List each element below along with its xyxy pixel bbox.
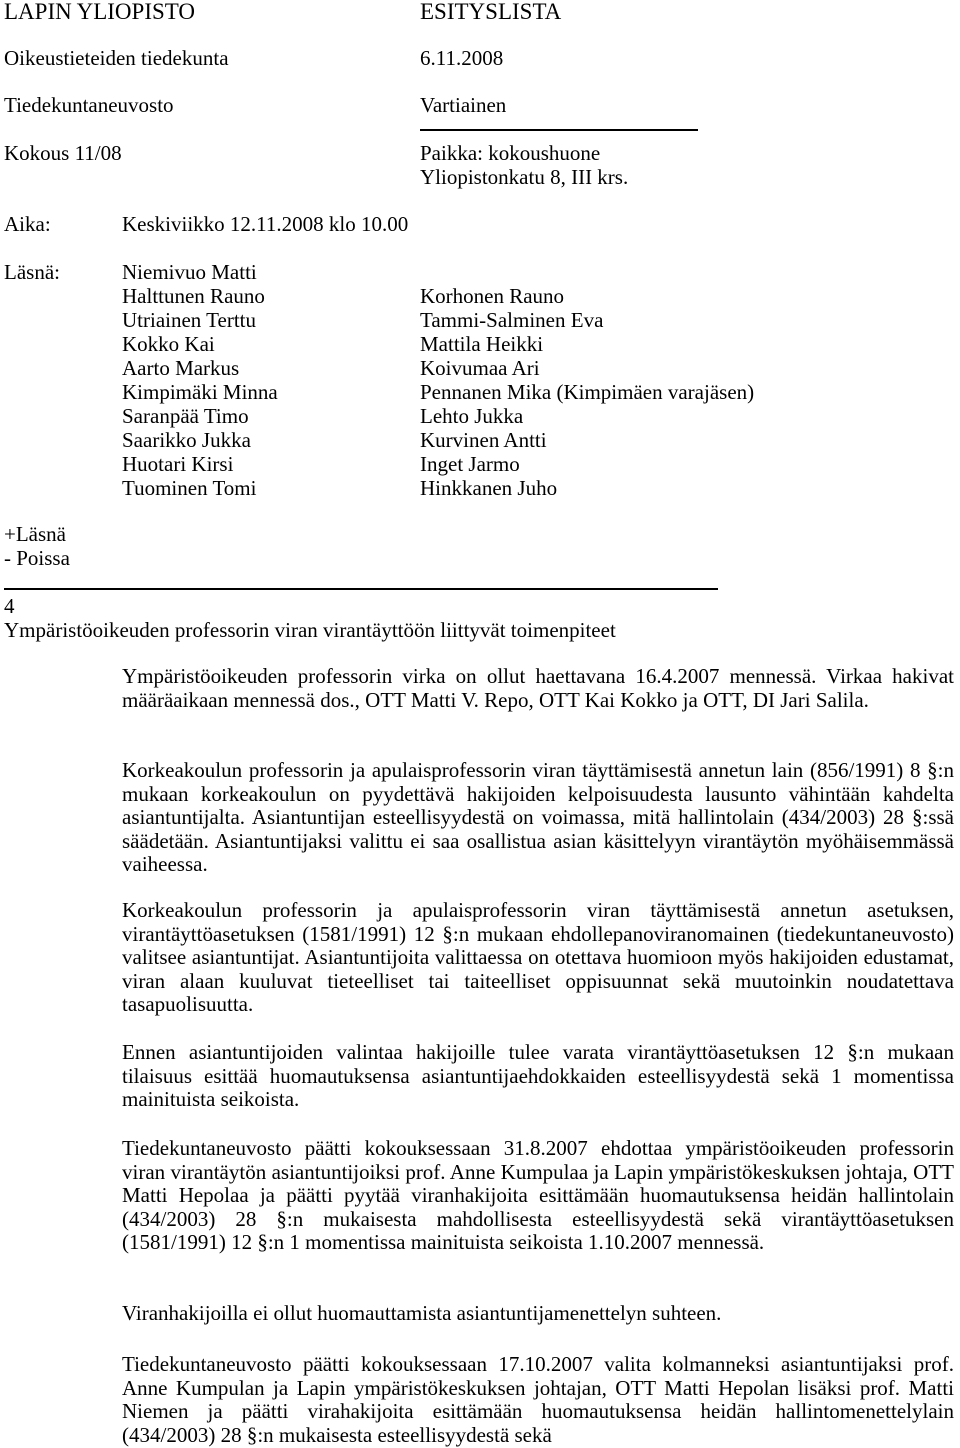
item-number: 4: [4, 594, 15, 618]
list-item: Utriainen Terttu: [122, 308, 257, 332]
place-line-1: Paikka: kokoushuone: [420, 141, 601, 165]
absent-label: - Poissa: [4, 546, 70, 570]
paragraph-7: Tiedekuntaneuvosto päätti kokouksessaan 17.10.2007 valita kolmanneksi asiantuntijaksi prof. Anne Kumpulan ja Lapin ympäristökeskuksen johtajan, OTT Matti Hepolan lisäksi prof. Matti Niemen ja päätti virahakijoita esittämään huomautuksensa heidän hallintomenettelylain (434/2003) 28 §:n mukaisesta esteellisyydestä sekä: [122, 1352, 954, 1447]
list-item: Kokko Kai: [122, 332, 215, 356]
present-label: Läsnä:: [4, 260, 60, 284]
present-list-col2: [420, 284, 754, 500]
author: Vartiainen: [420, 93, 507, 117]
doc-type: ESITYSLISTA: [420, 0, 562, 24]
header-rule: [420, 129, 698, 131]
list-item: Mattila Heikki: [420, 332, 544, 356]
list-item: Koivumaa Ari: [420, 356, 540, 380]
list-item: Niemivuo Matti: [122, 260, 257, 284]
list-item: Huotari Kirsi: [122, 452, 234, 476]
meeting-number: Kokous 11/08: [4, 141, 122, 165]
present-list-col1: [122, 260, 278, 500]
council: Tiedekuntaneuvosto: [4, 93, 174, 117]
list-item: Inget Jarmo: [420, 452, 520, 476]
doc-date: 6.11.2008: [420, 46, 504, 70]
place-line-2: Yliopistonkatu 8, III krs.: [420, 165, 629, 189]
list-item: Hinkkanen Juho: [420, 476, 558, 500]
section-rule: [4, 588, 718, 590]
faculty: Oikeustieteiden tiedekunta: [4, 46, 229, 70]
list-item: Kurvinen Antti: [420, 428, 547, 452]
org-name: LAPIN YLIOPISTO: [4, 0, 196, 24]
item-title: Ympäristöoikeuden professorin viran virantäyttöön liittyvät toimenpiteet: [4, 618, 616, 642]
paragraph-1: Ympäristöoikeuden professorin virka on ollut haettavana 16.4.2007 mennessä. Virkaa hakivat määräaikaan mennessä dos., OTT Matti V. Repo, OTT Kai Kokko ja OTT, DI Jari Salila.: [122, 664, 954, 712]
plus-present-label: +Läsnä: [4, 522, 66, 546]
paragraph-6: Viranhakijoilla ei ollut huomauttamista asiantuntijamenettelyn suhteen.: [122, 1301, 722, 1325]
paragraph-4: Ennen asiantuntijoiden valintaa hakijoille tulee varata virantäyttöasetuksen 12 §:n mukaan tilaisuus esittää huomautuksensa asiantuntijaehdokkaiden esteellisyydestä sekä 1 momentissa mainituista seikoista.: [122, 1040, 954, 1111]
list-item: Tammi-Salminen Eva: [420, 308, 604, 332]
list-item: Saranpää Timo: [122, 404, 249, 428]
list-item: Halttunen Rauno: [122, 284, 265, 308]
time-label: Aika:: [4, 212, 51, 236]
list-item: Korhonen Rauno: [420, 284, 565, 308]
list-item: Tuominen Tomi: [122, 476, 257, 500]
list-item: Saarikko Jukka: [122, 428, 251, 452]
list-item: Aarto Markus: [122, 356, 240, 380]
paragraph-2: Korkeakoulun professorin ja apulaisprofessorin viran täyttämisestä annetun lain (856/1991) 8 §:n mukaan korkeakoulun on pyydettävä hakijoiden kelpoisuudesta lausunto vähintään kahdelta asiantuntijalta. Asiantuntijan esteellisyydestä on voimassa, mitä hallintolain (434/2003) 28 §:ssä säädetään. Asiantuntijaksi valittu ei saa osallistua asian käsittelyyn virantäytön myöhäisemmässä vaiheessa.: [122, 758, 954, 876]
paragraph-5: Tiedekuntaneuvosto päätti kokouksessaan 31.8.2007 ehdottaa ympäristöoikeuden professorin viran virantäytön asiantuntijoiksi prof. Anne Kumpulaa ja Lapin ympäristökeskuksen johtaja, OTT Matti Hepolaa ja päätti pyytää viranhakijoita esittämään huomautuksensa heidän hallintolain (434/2003) 28 §:n mukaisesta mahdollisesta esteellisyydestä sekä virantäyttöasetuksen (1581/1991) 12 §:n 1 momentissa mainituista seikoista 1.10.2007 mennessä.: [122, 1136, 954, 1254]
paragraph-3: Korkeakoulun professorin ja apulaisprofessorin viran täyttämisestä annetun asetuksen, virantäyttöasetuksen (1581/1991) 12 §:n mukaan ehdollepanoviranomainen (tiedekuntaneuvosto) valitsee asiantuntijat. Asiantuntijoita valittaessa on otettava huomioon myös hakijoiden edustamat, viran alaan kuuluvat tieteelliset tai taiteelliset oppisuunnat sekä muutoinkin noudatettava tasapuolisuutta.: [122, 898, 954, 1016]
list-item: Pennanen Mika (Kimpimäen varajäsen): [420, 380, 755, 404]
time-value: Keskiviikko 12.11.2008 klo 10.00: [122, 212, 409, 236]
list-item: Lehto Jukka: [420, 404, 524, 428]
list-item: Kimpimäki Minna: [122, 380, 278, 404]
